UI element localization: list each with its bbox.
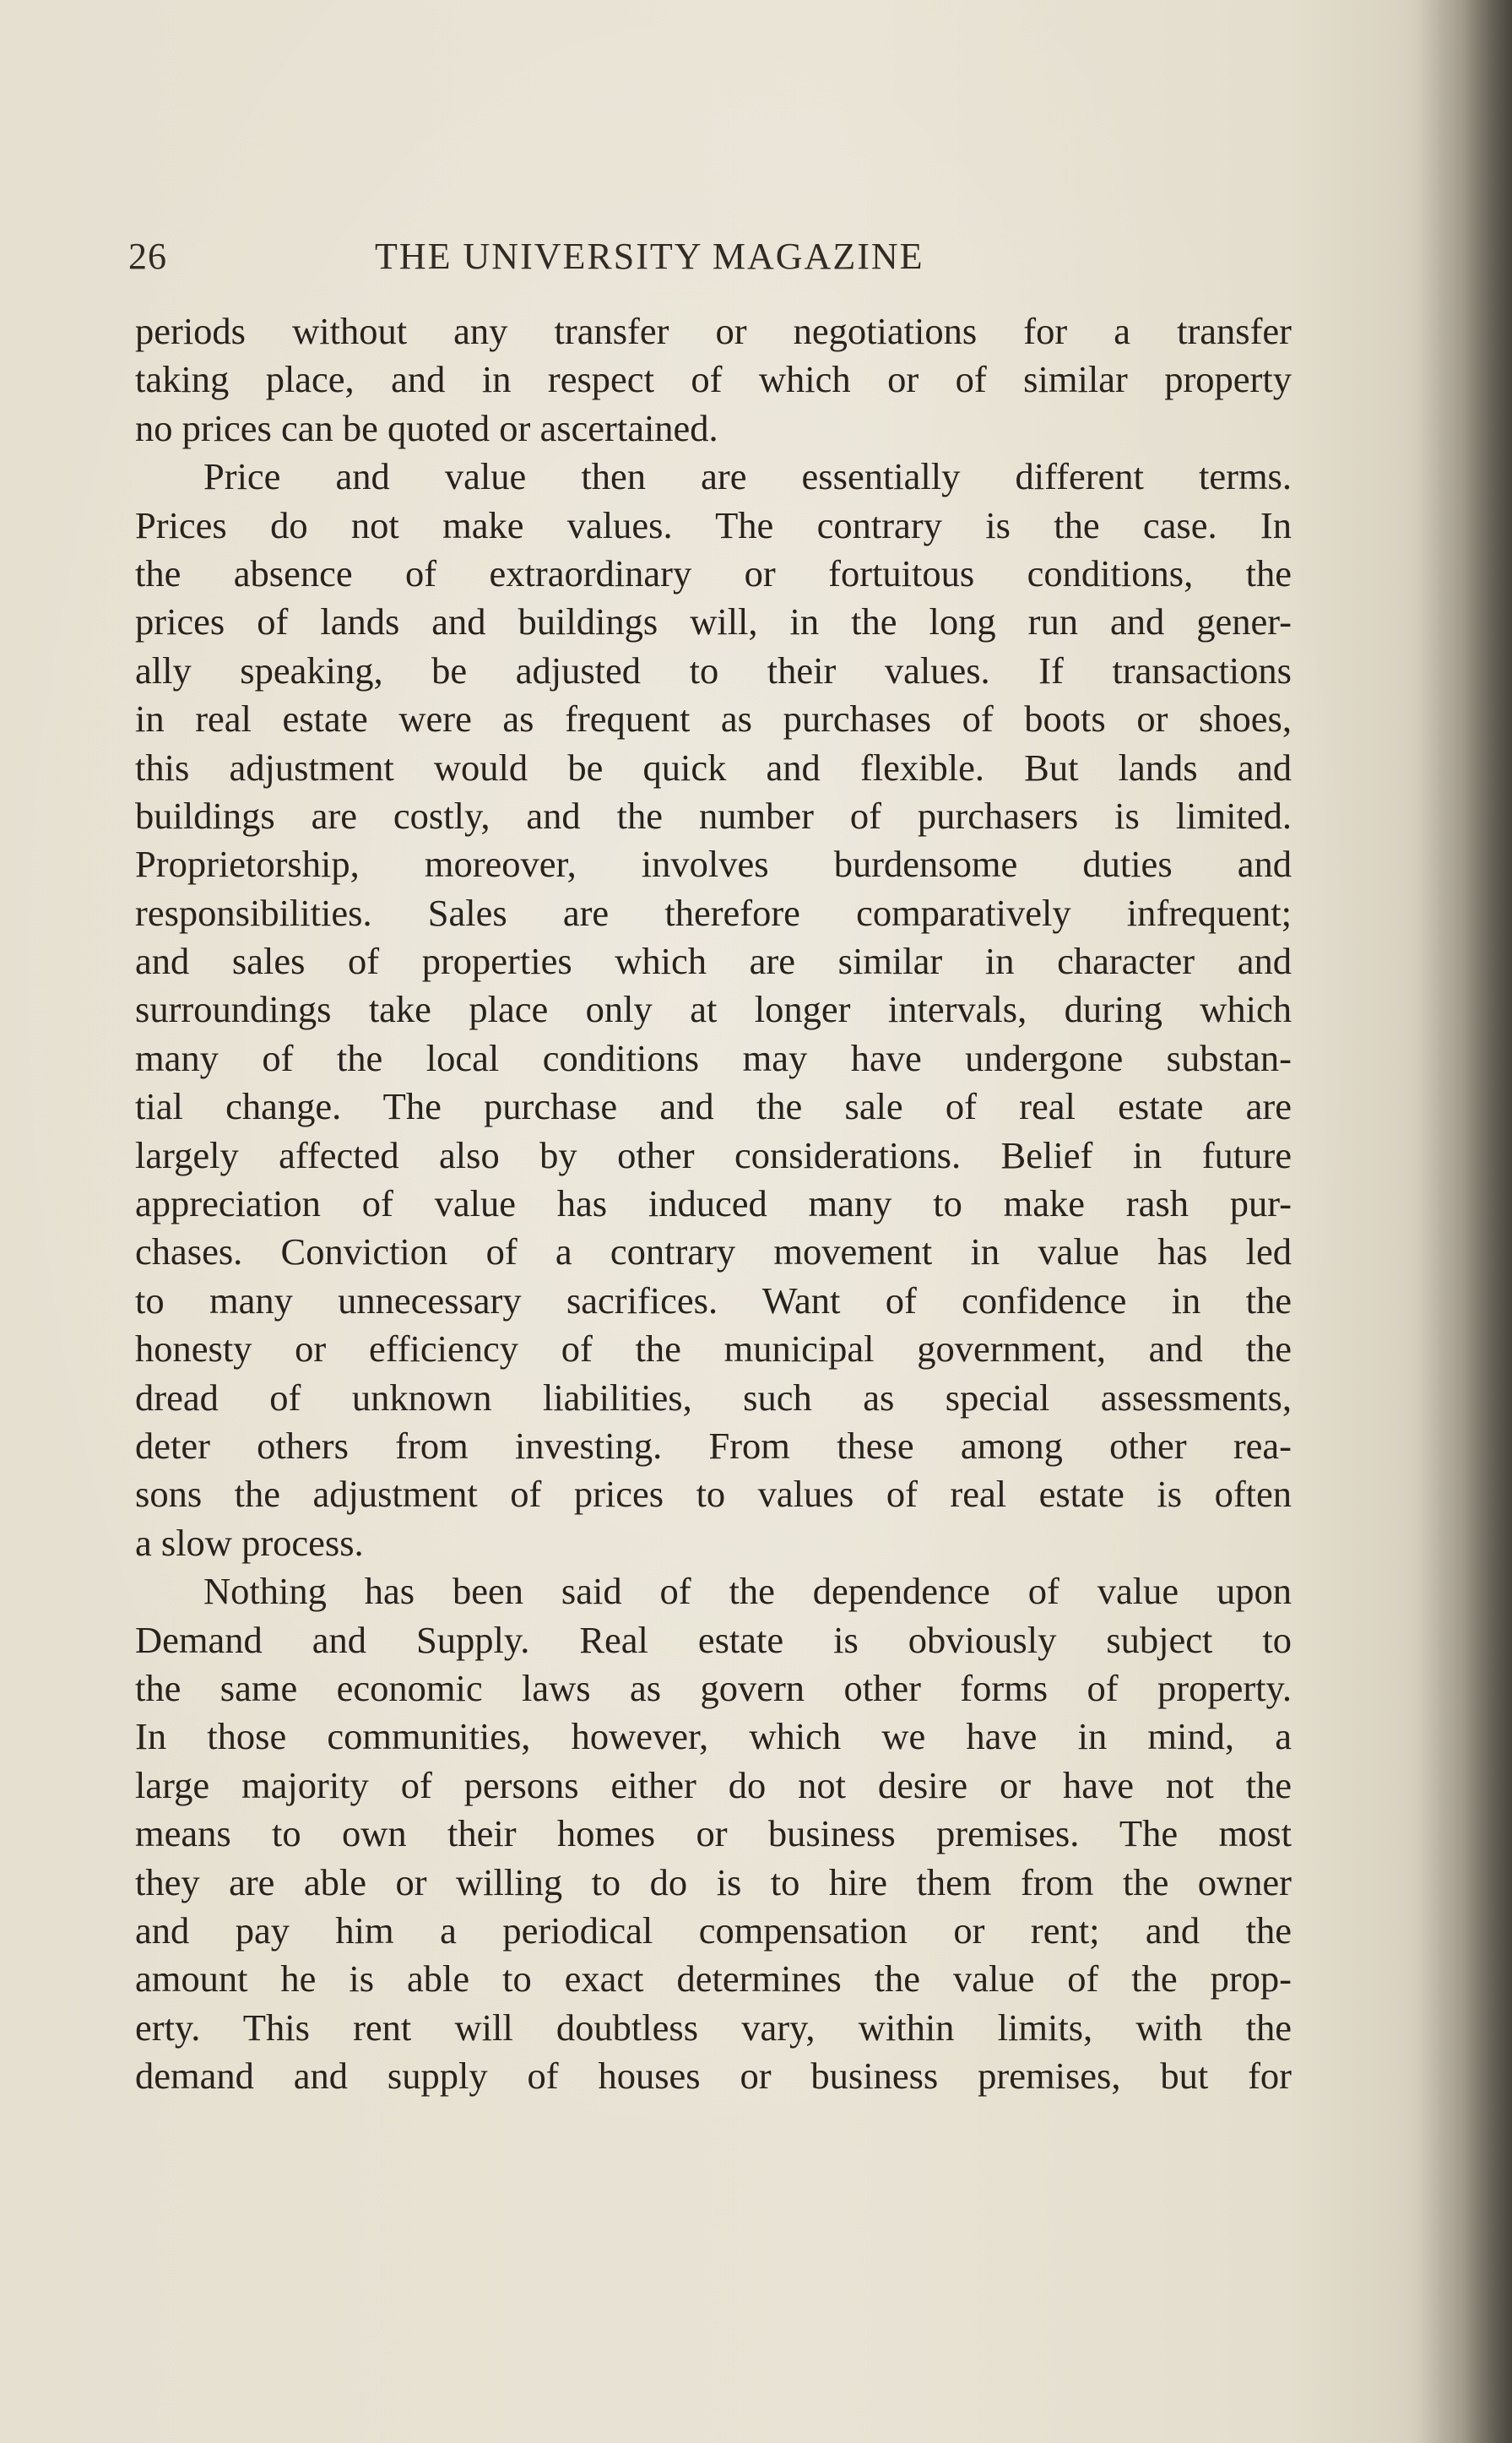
text-line: this adjustment would be quick and flexible. But lands and — [135, 746, 1292, 789]
text-line: Demand and Supply. Real estate is obviously subject to — [135, 1618, 1292, 1661]
text-line: Nothing has been said of the dependence of value upon — [203, 1570, 1292, 1613]
text-line: Price and value then are essentially different terms. — [203, 455, 1292, 498]
text-line: buildings are costly, and the number of purchasers is limited. — [135, 794, 1292, 837]
text-line: they are able or willing to do is to hire them from the owner — [135, 1860, 1292, 1903]
text-line: largely affected also by other considerations. Belief in future — [135, 1133, 1292, 1176]
text-line: many of the local conditions may have undergone substan- — [135, 1036, 1292, 1079]
text-line: in real estate were as frequent as purchases of boots or shoes, — [135, 698, 1292, 741]
text-line: dread of unknown liabilities, such as special assessments, — [135, 1376, 1292, 1419]
text-line: taking place, and in respect of which or of similar property — [135, 358, 1292, 401]
spine-shadow — [1419, 0, 1512, 2443]
text-line: Prices do not make values. The contrary is the case. In — [135, 503, 1292, 546]
text-line: and pay him a periodical compensation or rent; and the — [135, 1908, 1292, 1952]
text-line: and sales of properties which are similar in character and — [135, 940, 1292, 983]
text-line: surroundings take place only at longer intervals, during which — [135, 988, 1292, 1031]
paragraph-3 — [135, 1567, 1292, 2100]
text-line: to many unnecessary sacrifices. Want of confidence in the — [135, 1279, 1292, 1322]
page-number: 26 — [128, 236, 167, 277]
paragraph-1 — [135, 307, 1292, 453]
text-line: periods without any transfer or negotiations for a transfer — [135, 310, 1292, 352]
text-line: ally speaking, be adjusted to their values. If transactions — [135, 649, 1292, 692]
text-line: prices of lands and buildings will, in the long run and gener- — [135, 600, 1292, 643]
paragraph-2 — [135, 453, 1292, 1567]
text-line: demand and supply of houses or business premises, but for — [135, 2055, 1292, 2098]
text-line: honesty or efficiency of the municipal government, and the — [135, 1327, 1292, 1371]
text-line: amount he is able to exact determines the value of the prop- — [135, 1957, 1292, 2001]
text-line: In those communities, however, which we have in mind, a — [135, 1715, 1292, 1758]
text-line: means to own their homes or business premises. The most — [135, 1812, 1292, 1855]
text-line: a slow process. — [135, 1521, 364, 1564]
text-line: appreciation of value has induced many to make rash pur- — [135, 1182, 1292, 1225]
text-line: chases. Conviction of a contrary movement in value has led — [135, 1230, 1292, 1273]
text-line: Proprietorship, moreover, involves burdensome duties and — [135, 843, 1292, 886]
text-line: sons the adjustment of prices to values of real estate is often — [135, 1473, 1292, 1516]
page-header — [128, 235, 1293, 294]
body-text — [135, 307, 1292, 2100]
text-line: no prices can be quoted or ascertained. — [135, 406, 718, 449]
text-line: deter others from investing. From these among other rea- — [135, 1424, 1292, 1467]
running-title: THE UNIVERSITY MAGAZINE — [375, 236, 924, 277]
text-line: the same economic laws as govern other forms of property. — [135, 1666, 1292, 1709]
text-line: erty. This rent will doubtless vary, within limits, with the — [135, 2006, 1292, 2049]
text-line: large majority of persons either do not desire or have not the — [135, 1763, 1292, 1806]
text-line: responsibilities. Sales are therefore comparatively infrequent; — [135, 891, 1292, 934]
text-line: the absence of extraordinary or fortuitous conditions, the — [135, 551, 1292, 594]
text-line: tial change. The purchase and the sale of real estate are — [135, 1085, 1292, 1128]
